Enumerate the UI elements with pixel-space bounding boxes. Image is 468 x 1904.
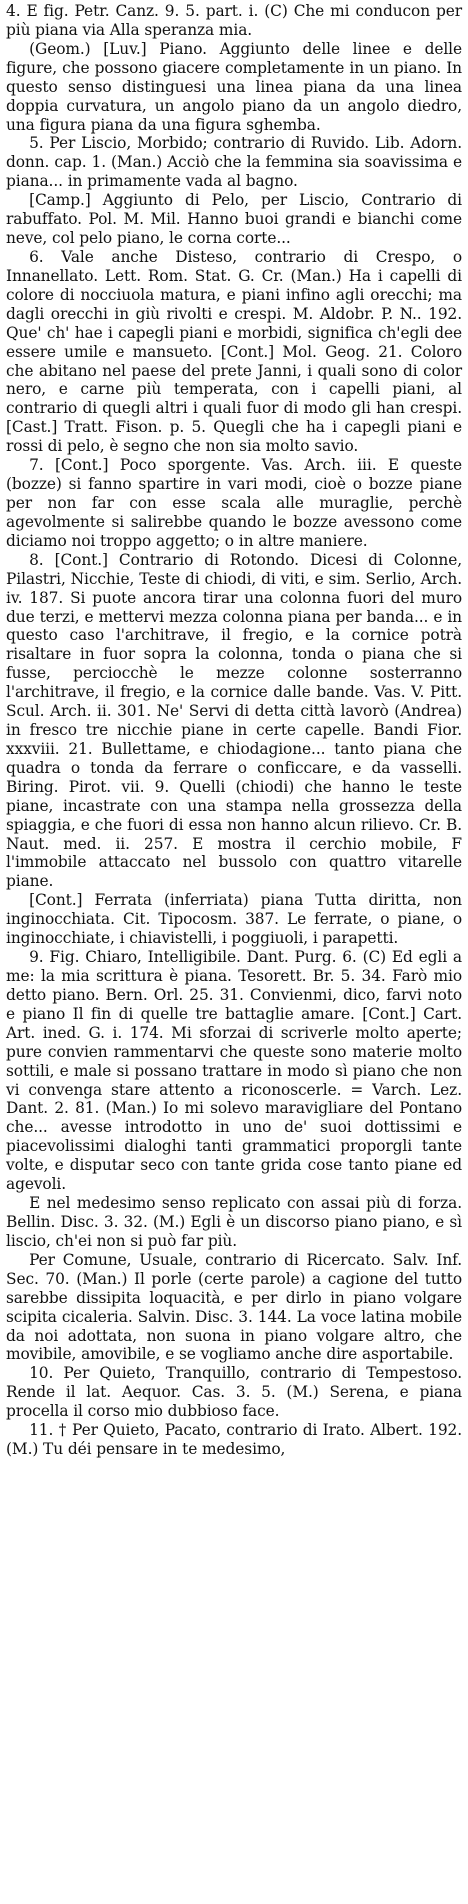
entry-sense-7: 7. [Cont.] Poco sporgente. Vas. Arch. iii. E queste (bozze) si fanno spartire in vari modi, cioè o bozze piane per non far con esse scala alle muraglie, perchè agevolmente si salirebbe quando le bozze avessono come diciamo noi troppo aggetto; o in altre maniere.: [6, 456, 462, 550]
entry-sense-8: 8. [Cont.] Contrario di Rotondo. Dicesi di Colonne, Pilastri, Nicchie, Teste di chiodi, di viti, e sim. Serlio, Arch. iv. 187. Si puote ancora tirar una colonna fuori del muro due terzi, e mettervi mezza colonna piana per banda... e in questo caso l'architrave, il fregio, e la cornice potrà risaltare in fuor sopra la colonna, tonda o piana che si fusse, perciocchè le mezze colonne sosterranno l'architrave, il fregio, e la cornice dalle bande. Vas. V. Pitt. Scul. Arch. ii. 301. Ne' Servi di detta città lavorò (Andrea) in fresco tre nicchie piane in certe capelle. Bandi Fior. xxxviii. 21. Bullettame, e chiodagione... tanto piana che quadra o tonda da ferrare o conficcare, e da vasselli. Biring. Pirot. vii. 9. Quelli (chiodi) che hanno le teste piane, incastrate con una stampa nella grossezza della spiaggia, e che fuori di essa non hanno alcun rilievo. Cr. B. Naut. med. ii. 257. E mostra il cerchio mobile, F l'immobile attaccato nel bussolo con quattro vitarelle piane.: [6, 550, 462, 891]
entry-sense-6: 6. Vale anche Disteso, contrario di Crespo, o Innanellato. Lett. Rom. Stat. G. Cr. (Man.) Ha i capelli di colore di nocciuola matura, e piani infino agli orecchi; ma dagli orecchi in giù rivolti e crespi. M. Aldobr. P. N.. 192. Que' ch' hae i capegli piani e morbidi, significa ch'egli dee essere umile e mansueto. [Cont.] Mol. Geog. 21. Coloro che abitano nel paese del prete Janni, i quali sono di color nero, e carne più temperata, con i capelli piani, al contrario di quegli altri i quali fuor di modo gli han crespi. [Cast.] Tratt. Fison. p. 5. Quegli che ha i capegli piani e rossi di pelo, è segno che non sia molto savio.: [6, 247, 462, 456]
entry-geometry-subsense: (Geom.) [Luv.] Piano. Aggiunto delle linee e delle figure, che possono giacere completamente in un piano. In questo senso distinguesi una linea piana da una linea doppia curvatura, un angolo piano da un angolo diedro, una figura piana da una figura sghemba.: [6, 39, 462, 134]
entry-sense-9: 9. Fig. Chiaro, Intelligibile. Dant. Purg. 6. (C) Ed egli a me: la mia scrittura è piana. Tesorett. Br. 5. 34. Farò mio detto piano. Bern. Orl. 25. 31. Convienmi, dico, farvi noto e piano Il fin di quelle tre battaglie amare. [Cont.] Cart. Art. ined. G. i. 174. Mi sforzai di scriverle molto aperte; pure convien rammentarvi che queste sono materie molto sottili, e male si possano trattare in modo sì piano che non vi convenga stare attento a riconoscerle. = Varch. Lez. Dant. 2. 81. (Man.) Io mi solevo maravigliare del Pontano che... avesse introdotto in uno de' suoi dottissimi e piacevolissimi dialoghi tanti grammatici proporgli tante volte, e disputar seco con tante grida cose tanto piane ed agevoli.: [6, 948, 462, 1194]
entry-sense-11: 11. † Per Quieto, Pacato, contrario di Irato. Albert. 192. (M.) Tu déi pensare in te medesimo,: [6, 1421, 462, 1459]
entry-sense-9-repeated: E nel medesimo senso replicato con assai più di forza. Bellin. Disc. 3. 32. (M.) Egli è un discorso piano piano, e sì liscio, ch'ei non si può far più.: [6, 1194, 462, 1250]
entry-sense-4: 4. E fig. Petr. Canz. 9. 5. part. i. (C) Che mi conducon per più piana via Alla speranza mia.: [6, 2, 462, 39]
entry-sense-9-comune: Per Comune, Usuale, contrario di Ricercato. Salv. Inf. Sec. 70. (Man.) Il porle (certe parole) a cagione del tutto sarebbe dissipita loquacità, e per dirlo in piano volgare scipita cicaleria. Salvin. Disc. 3. 144. La voce latina mobile da noi adottata, non suona in piano volgare altro, che movibile, amovibile, e se vogliamo anche dire asportabile.: [6, 1250, 462, 1364]
entry-sense-10: 10. Per Quieto, Tranquillo, contrario di Tempestoso. Rende il lat. Aequor. Cas. 3. 5. (M.) Serena, e piana procella il corso mio dubbioso face.: [6, 1364, 462, 1421]
entry-ferrata-piana: [Cont.] Ferrata (inferriata) piana Tutta diritta, non inginocchiata. Cit. Tipocosm. 387. Le ferrate, o piane, o inginocchiate, i chiavistelli, i poggiuoli, i parapetti.: [6, 891, 462, 948]
entry-sense-5-pelo: [Camp.] Aggiunto di Pelo, per Liscio, Contrario di rabuffato. Pol. M. Mil. Hanno buoi grandi e bianchi come neve, col pelo piano, le corna corte...: [6, 191, 462, 248]
entry-sense-5: 5. Per Liscio, Morbido; contrario di Ruvido. Lib. Adorn. donn. cap. 1. (Man.) Acciò che la femmina sia soavissima e piana... in primamente vada al bagno.: [6, 134, 462, 191]
